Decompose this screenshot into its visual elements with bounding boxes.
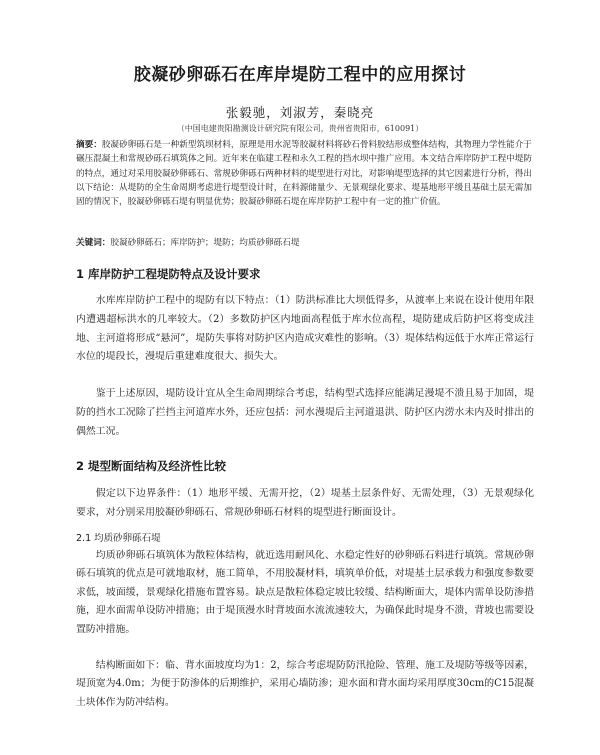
section-2-paragraph-1: 假定以下边界条件：（1）地形平缓、无需开挖，（2）堤基土层条件好、无需处理，（3）无景观绿化要求，对分别采用胶凝砂卵砾石、常规砂卵砾石材料的堤型进行断面设计。	[76, 488, 534, 518]
keywords-label: 关键词：	[76, 238, 111, 248]
affiliation: （中国电建贵阳勘测设计研究院有限公司，贵州省贵阳市，610091）	[176, 124, 424, 133]
abstract	[76, 138, 532, 209]
author-list: 张毅驰，刘淑芳，秦晓亮	[225, 105, 375, 120]
abstract-text: 胶凝砂卵砾石是一种新型筑坝材料，原理是用水泥等胶凝材料将砂石骨料胶结形成整体结构，其物理力学性能介于碾压混凝土和常规砂砾石填筑体之间。近年来在临建工程和永久工程的挡水坝中推广应用。本文结合库岸防护工程中堤防的特点，通过对采用胶凝砂卵砾石、常规砂卵砾石两种材料的堤型进行对比，对影响堤型选择的其它因素进行分析，得出以下结论：从堤防的全生命周期考虑进行堤型设计时，在料源储量少、无景观绿化要求、堤基地形平缓且基础土层无需加固的情况下，胶凝砂卵砾石堤有明显优势；胶凝砂卵砾石堤在库岸防护工程中有一定的推广价值。	[76, 140, 532, 208]
section-1-paragraph-2: 鉴于上述原因，堤防设计宜从全生命周期综合考虑，结构型式选择应能满足漫堤不溃且易于加固，堤防的挡水工况除了拦挡主河道库水外，还应包括：河水漫堤后主河道退洪、防护区内涝水未内及时排出的偶然工况。	[76, 388, 534, 437]
subsection-2-1-paragraph-2: 结构断面如下：临、背水面坡度均为1：2，综合考虑堤防防汛抢险、管理、施工及堤防等级等因素，堤顶宽为4.0m；为便于防渗体的后期维护，采用心墙防渗；迎水面和背水面均采用厚度30cm的C15混凝土块体作为防冲结构。	[76, 660, 534, 708]
keywords	[76, 236, 532, 250]
abstract-label: 摘要：	[76, 140, 102, 150]
section-1-paragraph-1: 水库库岸防护工程中的堤防有以下特点：（1）防洪标准比大坝低得多，从渡率上来说在设计使用年限内遭遇超标洪水的几率较大。（2）多数防护区内地面高程低于库水位高程，堤防建成后防护区将变成洼地、主河道将形成“悬河”，堤防失事将对防护区内造成灾难性的影响。（3）堤体结构远低于水库正常运行水位的堤段长，漫堤后重建难度很大、损失大。	[76, 295, 534, 363]
section-1-heading: 1 库岸防护工程堤防特点及设计要求	[76, 267, 261, 281]
keywords-text: 胶凝砂卵砾石；库岸防护；堤防；均质砂卵砾石堤	[110, 238, 300, 248]
subsection-2-1-heading: 2.1 均质砂卵砾石堤	[76, 533, 161, 544]
paper-title: 胶凝砂卵砾石在库岸堤防工程中的应用探讨	[133, 65, 467, 85]
section-2-heading: 2 堤型断面结构及经济性比较	[76, 459, 227, 473]
subsection-2-1-paragraph-1: 均质砂卵砾石填筑体为散粒体结构，就近选用耐风化、水稳定性好的砂卵砾石料进行填筑。常规砂卵砾石填筑的优点是可就地取材，施工简单，不用胶凝材料，填筑单价低，对堤基土层承载力和强度参数要求低，坡面缓，景观绿化措施布置容易。缺点是散粒体稳定坡比较缓、结构断面大，堤体内需单设防渗措施，迎水面需单设防冲措施；由于堤顶漫水时背坡面水流流速较大，为确保此时堤身不溃，背坡也需要设置防冲措施。	[76, 550, 534, 635]
